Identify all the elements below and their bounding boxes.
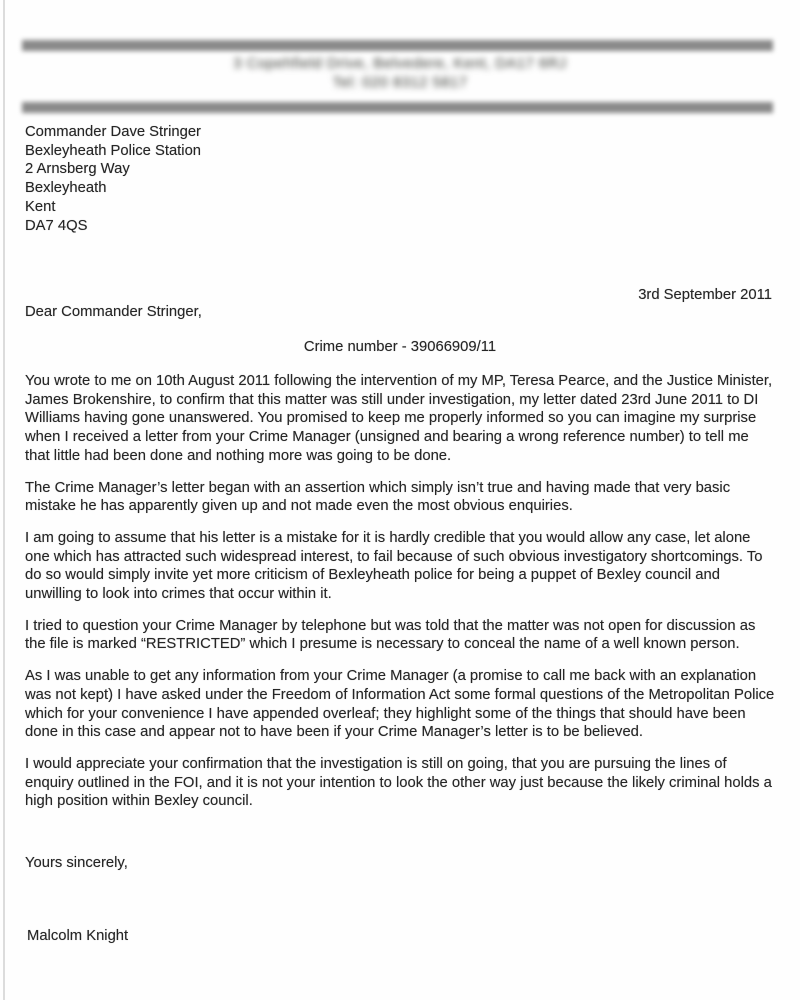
paragraph-6: I would appreciate your confirmation that the investigation is still on going, that you are pursuing the lines of enquiry outlined in the FOI, and it is not your intention to look the other way just because the likely criminal holds a high position within Bexley council. — [25, 755, 772, 810]
letter-body — [25, 372, 775, 824]
letterhead-phone-redacted: Tel: 020 8312 5817 — [332, 75, 468, 91]
letterhead-address-redacted: 3 Copehfield Drive, Belvedere, Kent, DA17 6RJ — [233, 56, 567, 72]
paragraph-1: You wrote to me on 10th August 2011 following the intervention of my MP, Teresa Pearce, and the Justice Minister, James Brokenshire, to confirm that this matter was still under investigation, my letter dated 23rd June 2011 to DI Williams having gone unanswered. You promised to keep me properly informed so you can imagine my surprise when I received a letter from your Crime Manager (unsigned and bearing a wrong reference number) to tell me that little had been done and nothing more was going to be done. — [25, 373, 773, 464]
recipient-county: Kent — [25, 198, 56, 215]
scan-edge-line — [3, 0, 5, 1000]
letter-date: 3rd September 2011 — [638, 287, 772, 303]
letterhead-redaction-bar-top — [22, 40, 773, 51]
recipient-town: Bexleyheath — [25, 180, 107, 197]
paragraph-4: I tried to question your Crime Manager by telephone but was told that the matter was not open for discussion as the file is marked “RESTRICTED” which I presume is necessary to conceal the name of a well known person. — [25, 617, 756, 653]
subject-crime-number: Crime number - 39066909/11 — [303, 339, 497, 355]
recipient-postcode: DA7 4QS — [25, 217, 88, 234]
paragraph-5: As I was unable to get any information from your Crime Manager (a promise to call me back with an explanation was not kept) I have asked under the Freedom of Information Act some formal questions of the Metropolitan Police which for your convenience I have appended overleaf; they highlight some of the things that should have been done in this case and appear not to have been if your Crime Manager’s letter is to be believed. — [25, 668, 775, 741]
paragraph-3: I am going to assume that his letter is a mistake for it is hardly credible that you would allow any case, let alone one which has attracted such widespread interest, to fail because of such obvious investigatory shortcomings. To do so would simply invite yet more criticism of Bexleyheath police for being a puppet of Bexley council and unwilling to look into crimes that occur within it. — [25, 529, 763, 603]
closing-valediction: Yours sincerely, — [25, 855, 128, 871]
recipient-street: 2 Arnsberg Way — [25, 161, 130, 178]
letterhead-redaction-bar-bottom — [22, 102, 773, 113]
recipient-address-block — [25, 123, 201, 235]
recipient-station: Bexleyheath Police Station — [25, 142, 202, 159]
paragraph-2: The Crime Manager’s letter began with an assertion which simply isn’t true and having made that very basic mistake he has apparently given up and not made even the most obvious enquiries. — [25, 479, 731, 515]
signature-name: Malcolm Knight — [27, 928, 129, 944]
salutation: Dear Commander Stringer, — [25, 304, 202, 320]
recipient-name: Commander Dave Stringer — [25, 124, 201, 140]
